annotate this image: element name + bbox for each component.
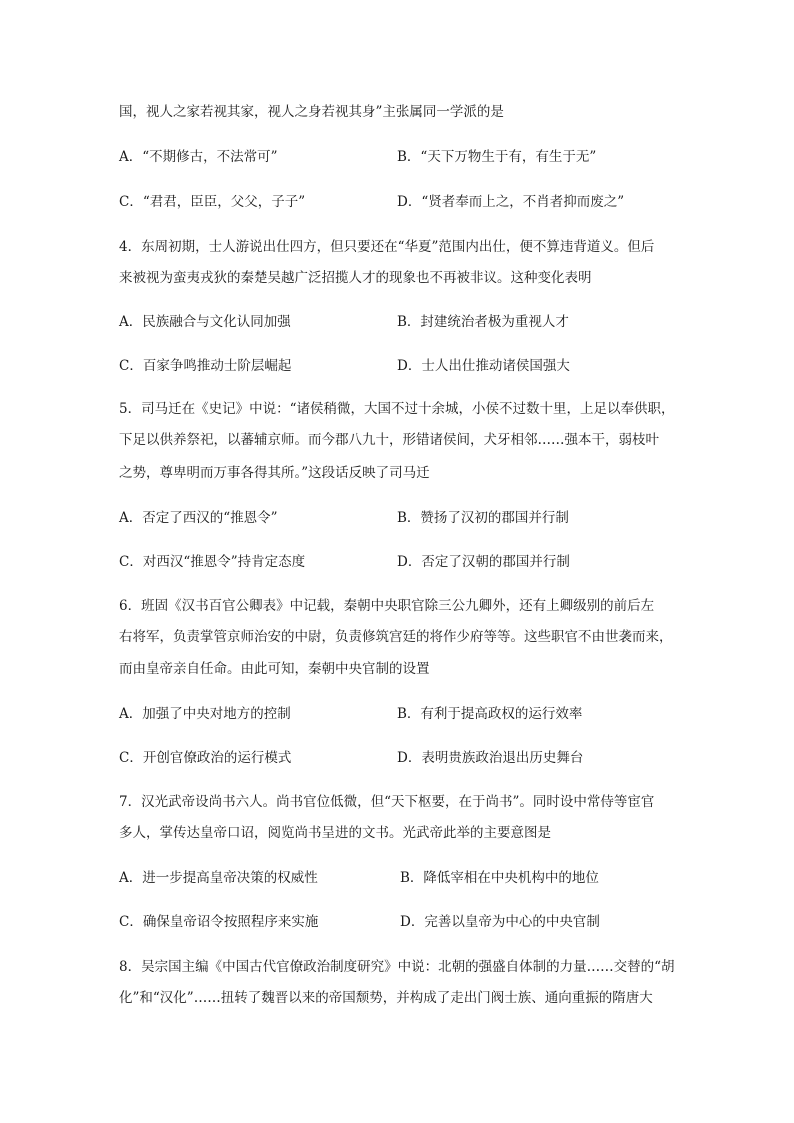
q6-stem-line-2: 右将军，负责掌管京师治安的中尉，负责修筑宫廷的将作少府等等。这些职官不由世袭而来， (119, 629, 673, 645)
q4-option-a[interactable]: A．民族融合与文化认同加强 (119, 314, 291, 330)
q7-stem-line-1: 7．汉光武帝设尚书六人。尚书官位低微，但“天下枢要，在于尚书”。同时设中常侍等宦官 (119, 794, 655, 810)
q4-option-c[interactable]: C．百家争鸣推动士阶层崛起 (119, 358, 292, 374)
q5-stem-line-3: 之势，尊卑明而万事各得其所。”这段话反映了司马迁 (119, 465, 430, 481)
q5-option-d[interactable]: D．否定了汉朝的郡国并行制 (397, 554, 570, 570)
q7-option-a[interactable]: A．进一步提高皇帝决策的权威性 (119, 870, 318, 886)
q7-option-d[interactable]: D．完善以皇帝为中心的中央官制 (400, 914, 600, 930)
q5-option-b[interactable]: B．赞扬了汉初的郡国并行制 (397, 510, 569, 526)
q7-option-b[interactable]: B．降低宰相在中央机构中的地位 (400, 870, 599, 886)
q4-stem-line-2: 来被视为蛮夷戎狄的秦楚吴越广泛招揽人才的现象也不再被非议。这种变化表明 (119, 270, 592, 286)
q5-option-a[interactable]: A．否定了西汉的“推恩令” (119, 510, 278, 526)
q6-stem-line-3: 而由皇帝亲自任命。由此可知，秦朝中央官制的设置 (119, 661, 430, 677)
q4-stem-line-1: 4．东周初期，士人游说出仕四方，但只要还在“华夏”范围内出仕，便不算违背道义。但后 (119, 239, 655, 255)
q7-stem-line-2: 多人，掌传达皇帝口诏，阅览尚书呈进的文书。光武帝此举的主要意图是 (119, 825, 551, 841)
q3-option-c[interactable]: C．“君君，臣臣，父父，子子” (119, 194, 306, 210)
q8-stem-line-1: 8．吴宗国主编《中国古代官僚政治制度研究》中说：北朝的强盛自体制的力量……交替的“胡 (119, 959, 675, 975)
q4-option-b[interactable]: B．封建统治者极为重视人才 (397, 314, 569, 330)
q6-option-c[interactable]: C．开创官僚政治的运行模式 (119, 750, 292, 766)
q6-option-b[interactable]: B．有利于提高政权的运行效率 (397, 706, 583, 722)
q6-stem-line-1: 6．班固《汉书百官公卿表》中记载，秦朝中央职官除三公九卿外，还有上卿级别的前后左 (119, 598, 655, 614)
q5-stem-line-2: 下足以供养祭祀，以蕃辅京师。而今郡八九十，形错诸侯间，犬牙相邻……强本干，弱枝叶 (119, 432, 659, 448)
q7-option-c[interactable]: C．确保皇帝诏令按照程序来实施 (119, 914, 319, 930)
q5-stem-line-1: 5．司马迁在《史记》中说：“诸侯稍微，大国不过十余城，小侯不过数十里，上足以奉供职， (119, 401, 675, 417)
q3-option-a[interactable]: A．“不期修古，不法常可” (119, 149, 278, 165)
q3-option-d[interactable]: D．“贤者奉而上之，不肖者抑而废之” (397, 194, 625, 210)
q3-stem-tail: 国，视人之家若视其家，视人之身若视其身”主张属同一学派的是 (119, 104, 504, 120)
q4-option-d[interactable]: D．士人出仕推动诸侯国强大 (397, 358, 570, 374)
q3-option-b[interactable]: B．“天下万物生于有，有生于无” (397, 149, 597, 165)
q6-option-d[interactable]: D．表明贵族政治退出历史舞台 (397, 750, 584, 766)
q5-option-c[interactable]: C．对西汉“推恩令”持肯定态度 (119, 554, 306, 570)
q8-stem-line-2: 化”和“汉化”……扭转了魏晋以来的帝国颓势，并构成了走出门阀士族、通向重振的隋唐大 (119, 990, 653, 1006)
q6-option-a[interactable]: A．加强了中央对地方的控制 (119, 706, 291, 722)
